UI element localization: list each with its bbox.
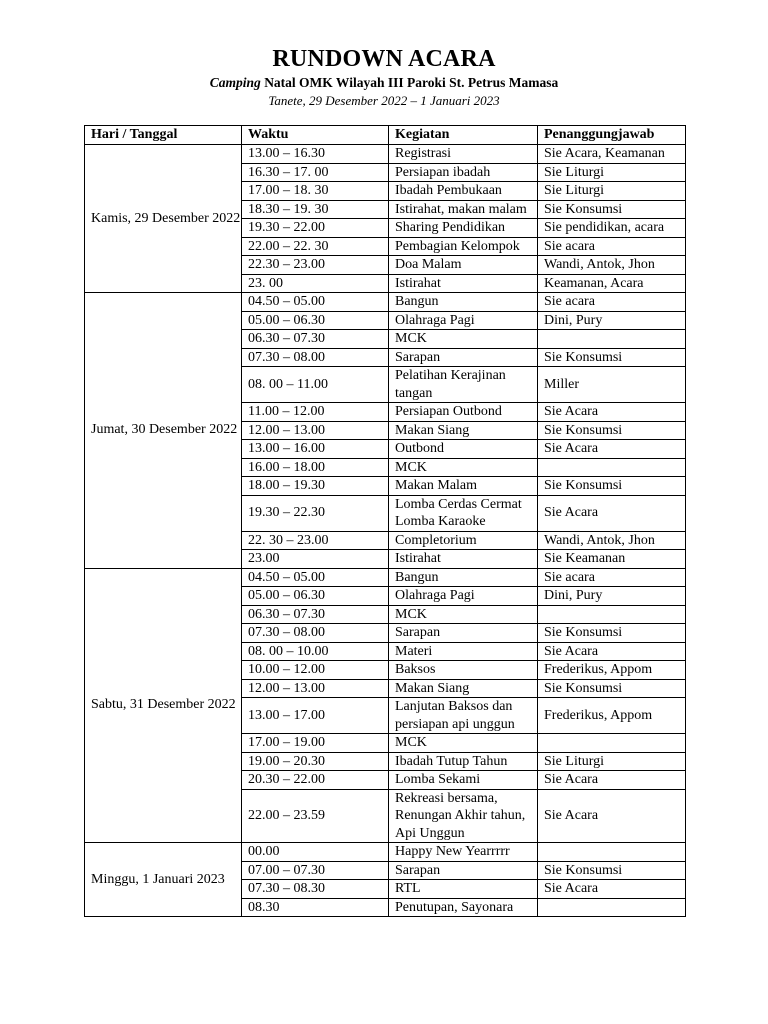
activity-cell: Olahraga Pagi bbox=[389, 587, 538, 606]
pic-cell: Sie Konsumsi bbox=[538, 200, 686, 219]
day-cell: Kamis, 29 Desember 2022 bbox=[85, 145, 242, 293]
pic-cell: Dini, Pury bbox=[538, 587, 686, 606]
pic-cell: Sie Konsumsi bbox=[538, 348, 686, 367]
pic-cell: Sie pendidikan, acara bbox=[538, 219, 686, 238]
activity-cell: Lanjutan Baksos dan persiapan api unggun bbox=[389, 698, 538, 734]
activity-cell: Pelatihan Kerajinan tangan bbox=[389, 367, 538, 403]
time-cell: 19.30 – 22.30 bbox=[242, 495, 389, 531]
time-cell: 05.00 – 06.30 bbox=[242, 587, 389, 606]
pic-cell: Sie Acara, Keamanan bbox=[538, 145, 686, 164]
activity-cell: Ibadah Pembukaan bbox=[389, 182, 538, 201]
pic-cell: Sie Acara bbox=[538, 403, 686, 422]
activity-cell: RTL bbox=[389, 880, 538, 899]
activity-cell: Makan Malam bbox=[389, 477, 538, 496]
pic-cell: Sie acara bbox=[538, 568, 686, 587]
pic-cell bbox=[538, 734, 686, 753]
day-cell: Minggu, 1 Januari 2023 bbox=[85, 843, 242, 917]
activity-cell: Registrasi bbox=[389, 145, 538, 164]
time-cell: 06.30 – 07.30 bbox=[242, 605, 389, 624]
activity-cell: Makan Siang bbox=[389, 421, 538, 440]
activity-cell: Sarapan bbox=[389, 624, 538, 643]
time-cell: 12.00 – 13.00 bbox=[242, 679, 389, 698]
activity-cell: Makan Siang bbox=[389, 679, 538, 698]
time-cell: 07.00 – 07.30 bbox=[242, 861, 389, 880]
rundown-table bbox=[84, 125, 686, 917]
activity-cell: Doa Malam bbox=[389, 256, 538, 275]
activity-cell: Bangun bbox=[389, 293, 538, 312]
pic-cell: Wandi, Antok, Jhon bbox=[538, 531, 686, 550]
pic-cell: Sie Keamanan bbox=[538, 550, 686, 569]
pic-cell bbox=[538, 330, 686, 349]
pic-cell: Sie Acara bbox=[538, 642, 686, 661]
pic-cell bbox=[538, 843, 686, 862]
time-cell: 22.00 – 23.59 bbox=[242, 789, 389, 843]
time-cell: 20.30 – 22.00 bbox=[242, 771, 389, 790]
time-cell: 10.00 – 12.00 bbox=[242, 661, 389, 680]
activity-cell: Istirahat, makan malam bbox=[389, 200, 538, 219]
activity-cell: Outbond bbox=[389, 440, 538, 459]
document-dateline: Tanete, 29 Desember 2022 – 1 Januari 2023 bbox=[268, 93, 500, 108]
time-cell: 23. 00 bbox=[242, 274, 389, 293]
time-cell: 07.30 – 08.00 bbox=[242, 348, 389, 367]
time-cell: 13.00 – 16.30 bbox=[242, 145, 389, 164]
pic-cell: Sie Acara bbox=[538, 771, 686, 790]
activity-cell: Happy New Yearrrrr bbox=[389, 843, 538, 862]
time-cell: 22. 30 – 23.00 bbox=[242, 531, 389, 550]
activity-cell: MCK bbox=[389, 734, 538, 753]
pic-cell bbox=[538, 605, 686, 624]
pic-cell: Sie Konsumsi bbox=[538, 477, 686, 496]
time-cell: 08.30 bbox=[242, 898, 389, 917]
table-row bbox=[85, 145, 686, 164]
header-waktu: Waktu bbox=[242, 126, 389, 145]
time-cell: 16.00 – 18.00 bbox=[242, 458, 389, 477]
document-subtitle bbox=[0, 75, 768, 91]
pic-cell bbox=[538, 898, 686, 917]
pic-cell: Miller bbox=[538, 367, 686, 403]
activity-cell: MCK bbox=[389, 458, 538, 477]
time-cell: 04.50 – 05.00 bbox=[242, 568, 389, 587]
activity-cell: Materi bbox=[389, 642, 538, 661]
time-cell: 23.00 bbox=[242, 550, 389, 569]
time-cell: 07.30 – 08.30 bbox=[242, 880, 389, 899]
pic-cell: Frederikus, Appom bbox=[538, 698, 686, 734]
activity-cell: Sarapan bbox=[389, 861, 538, 880]
activity-cell: Persiapan ibadah bbox=[389, 163, 538, 182]
pic-cell: Sie Konsumsi bbox=[538, 861, 686, 880]
time-cell: 18.30 – 19. 30 bbox=[242, 200, 389, 219]
pic-cell: Wandi, Antok, Jhon bbox=[538, 256, 686, 275]
pic-cell: Sie Konsumsi bbox=[538, 679, 686, 698]
activity-cell: Pembagian Kelompok bbox=[389, 237, 538, 256]
activity-cell: Completorium bbox=[389, 531, 538, 550]
activity-cell: Persiapan Outbond bbox=[389, 403, 538, 422]
day-cell: Sabtu, 31 Desember 2022 bbox=[85, 568, 242, 843]
pic-cell: Sie Liturgi bbox=[538, 163, 686, 182]
time-cell: 06.30 – 07.30 bbox=[242, 330, 389, 349]
activity-cell: Olahraga Pagi bbox=[389, 311, 538, 330]
table-row bbox=[85, 843, 686, 862]
pic-cell: Sie Acara bbox=[538, 789, 686, 843]
pic-cell: Sie Acara bbox=[538, 495, 686, 531]
time-cell: 08. 00 – 11.00 bbox=[242, 367, 389, 403]
activity-cell: Istirahat bbox=[389, 550, 538, 569]
pic-cell: Sie acara bbox=[538, 237, 686, 256]
time-cell: 17.00 – 18. 30 bbox=[242, 182, 389, 201]
pic-cell: Sie Acara bbox=[538, 880, 686, 899]
table-row bbox=[85, 568, 686, 587]
pic-cell: Sie Liturgi bbox=[538, 182, 686, 201]
time-cell: 13.00 – 17.00 bbox=[242, 698, 389, 734]
activity-cell: Lomba Cerdas Cermat Lomba Karaoke bbox=[389, 495, 538, 531]
activity-cell: MCK bbox=[389, 605, 538, 624]
time-cell: 22.30 – 23.00 bbox=[242, 256, 389, 275]
time-cell: 08. 00 – 10.00 bbox=[242, 642, 389, 661]
time-cell: 19.00 – 20.30 bbox=[242, 752, 389, 771]
time-cell: 12.00 – 13.00 bbox=[242, 421, 389, 440]
activity-cell: Lomba Sekami bbox=[389, 771, 538, 790]
time-cell: 22.00 – 22. 30 bbox=[242, 237, 389, 256]
time-cell: 13.00 – 16.00 bbox=[242, 440, 389, 459]
activity-cell: Penutupan, Sayonara bbox=[389, 898, 538, 917]
activity-cell: Bangun bbox=[389, 568, 538, 587]
pic-cell: Sie Liturgi bbox=[538, 752, 686, 771]
pic-cell: Frederikus, Appom bbox=[538, 661, 686, 680]
header-penanggungjawab: Penanggungjawab bbox=[538, 126, 686, 145]
header-hari-tanggal: Hari / Tanggal bbox=[85, 126, 242, 145]
activity-cell: Ibadah Tutup Tahun bbox=[389, 752, 538, 771]
time-cell: 07.30 – 08.00 bbox=[242, 624, 389, 643]
subtitle-italic-word: Camping bbox=[209, 75, 261, 90]
activity-cell: Istirahat bbox=[389, 274, 538, 293]
time-cell: 16.30 – 17. 00 bbox=[242, 163, 389, 182]
activity-cell: Sarapan bbox=[389, 348, 538, 367]
document-title: RUNDOWN ACARA bbox=[272, 46, 496, 72]
pic-cell: Dini, Pury bbox=[538, 311, 686, 330]
header-kegiatan: Kegiatan bbox=[389, 126, 538, 145]
activity-cell: Sharing Pendidikan bbox=[389, 219, 538, 238]
pic-cell: Sie Acara bbox=[538, 440, 686, 459]
table-header-row bbox=[85, 126, 686, 145]
table-body bbox=[85, 145, 686, 917]
time-cell: 04.50 – 05.00 bbox=[242, 293, 389, 312]
activity-cell: MCK bbox=[389, 330, 538, 349]
activity-cell: Baksos bbox=[389, 661, 538, 680]
table-row bbox=[85, 293, 686, 312]
pic-cell: Sie Konsumsi bbox=[538, 421, 686, 440]
pic-cell: Sie acara bbox=[538, 293, 686, 312]
activity-cell: Rekreasi bersama, Renungan Akhir tahun, Api Unggun bbox=[389, 789, 538, 843]
pic-cell: Keamanan, Acara bbox=[538, 274, 686, 293]
time-cell: 18.00 – 19.30 bbox=[242, 477, 389, 496]
pic-cell: Sie Konsumsi bbox=[538, 624, 686, 643]
time-cell: 17.00 – 19.00 bbox=[242, 734, 389, 753]
subtitle-text: Natal OMK Wilayah III Paroki St. Petrus Mamasa bbox=[260, 75, 559, 90]
time-cell: 11.00 – 12.00 bbox=[242, 403, 389, 422]
day-cell: Jumat, 30 Desember 2022 bbox=[85, 293, 242, 569]
time-cell: 00.00 bbox=[242, 843, 389, 862]
time-cell: 19.30 – 22.00 bbox=[242, 219, 389, 238]
time-cell: 05.00 – 06.30 bbox=[242, 311, 389, 330]
pic-cell bbox=[538, 458, 686, 477]
